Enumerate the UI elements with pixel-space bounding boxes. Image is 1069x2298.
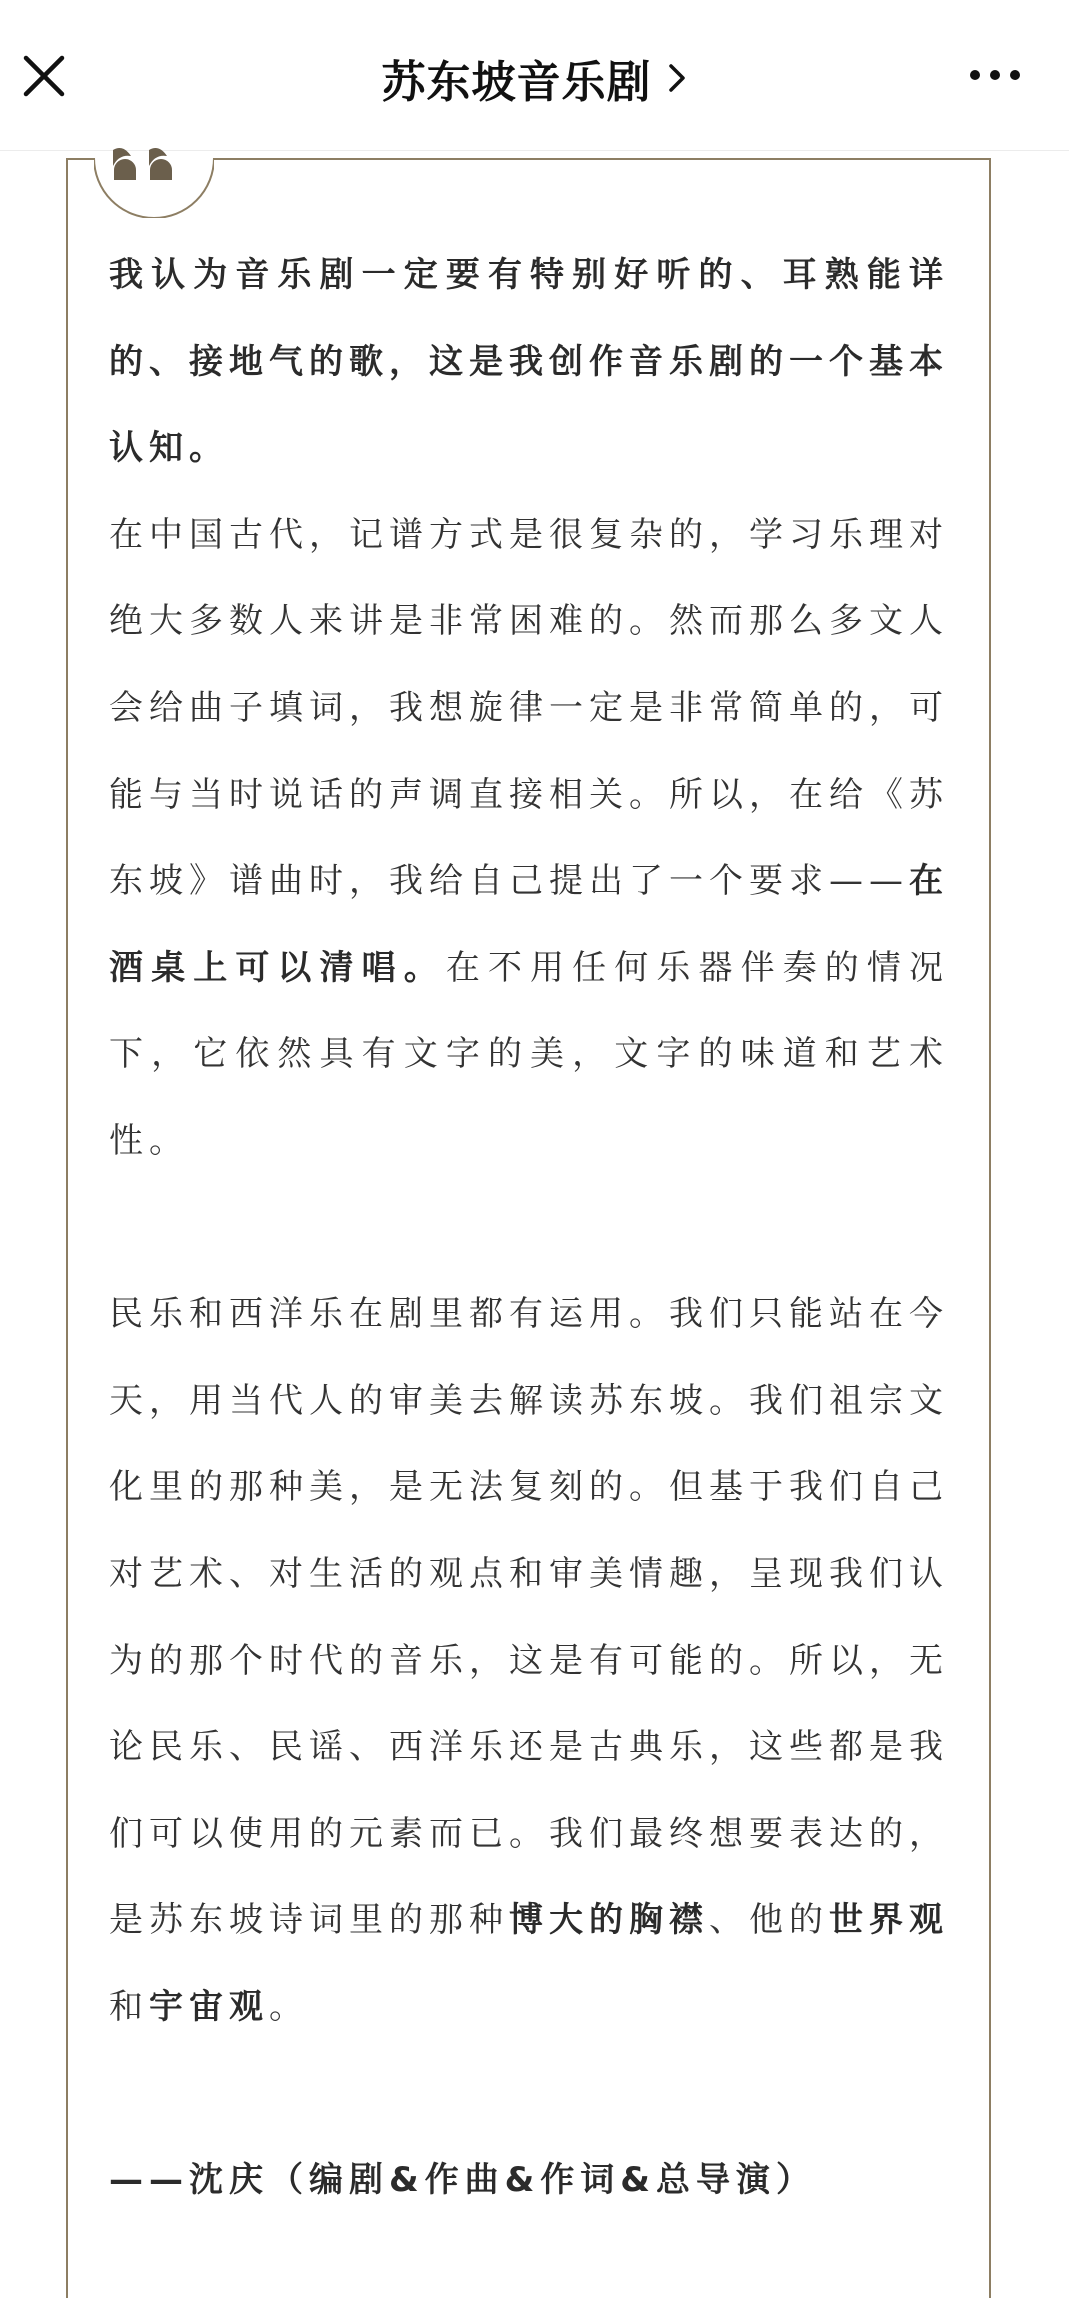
chevron-right-icon bbox=[666, 61, 688, 95]
title-link[interactable] bbox=[0, 46, 1069, 110]
paragraph-1-text-c: 在不用任何乐器伴奏的情况下，它依然具有文字的美，文字的味道和艺术性。 bbox=[109, 947, 950, 1161]
paragraph-2-highlight-2: 世界观 bbox=[829, 1900, 949, 1941]
paragraph-1-text-a: 在中国古代，记谱方式是很复杂的，学习乐理对绝大多数人来讲是非常困难的。然而那么多文人会给曲子填词，我想旋律一定是非常简单的，可能与当时说话的声调直接相关。所以，在给《苏东坡》谱曲时，我给自己提出了一个要求—— bbox=[109, 514, 949, 902]
paragraph-2-text-e: 和 bbox=[109, 1986, 149, 2027]
paragraph-2-highlight-3: 宇宙观 bbox=[149, 1986, 269, 2027]
more-button[interactable] bbox=[965, 55, 1025, 95]
quote-icon bbox=[94, 110, 214, 218]
signature: ——沈庆（编剧&作曲&作词&总导演） bbox=[109, 2160, 816, 2201]
article-body bbox=[109, 232, 949, 2224]
quote-badge bbox=[94, 110, 214, 218]
more-horizontal-icon bbox=[965, 55, 1025, 95]
paragraph-2-text-a: 民乐和西洋乐在剧里都有运用。我们只能站在今天，用当代人的审美去解读苏东坡。我们祖宗文化里的那种美，是无法复刻的。但基于我们自己对艺术、对生活的观点和审美情趣，呈现我们认为的那个时代的音乐，这是有可能的。所以，无论民乐、民谣、西洋乐还是古典乐，这些都是我们可以使用的元素而已。我们最终想要表达的，是苏东坡诗词里的那种 bbox=[109, 1294, 949, 1941]
paragraph-2-text-c: 、他的 bbox=[709, 1900, 829, 1941]
paragraph-1 bbox=[109, 492, 949, 1185]
lead-paragraph: 我认为音乐剧一定要有特别好听的、耳熟能详的、接地气的歌，这是我创作音乐剧的一个基本认知。 bbox=[109, 255, 949, 469]
paragraph-2-text-g: 。 bbox=[269, 1986, 309, 2027]
paragraph-1-highlight: 在酒桌上可以清唱。 bbox=[109, 861, 949, 988]
paragraph-2-highlight-1: 博大的胸襟 bbox=[509, 1900, 709, 1941]
paragraph-2 bbox=[109, 1271, 949, 2050]
spacer bbox=[109, 1185, 949, 1272]
spacer bbox=[109, 2050, 949, 2137]
page-title[interactable]: 苏东坡音乐剧 bbox=[381, 57, 652, 108]
